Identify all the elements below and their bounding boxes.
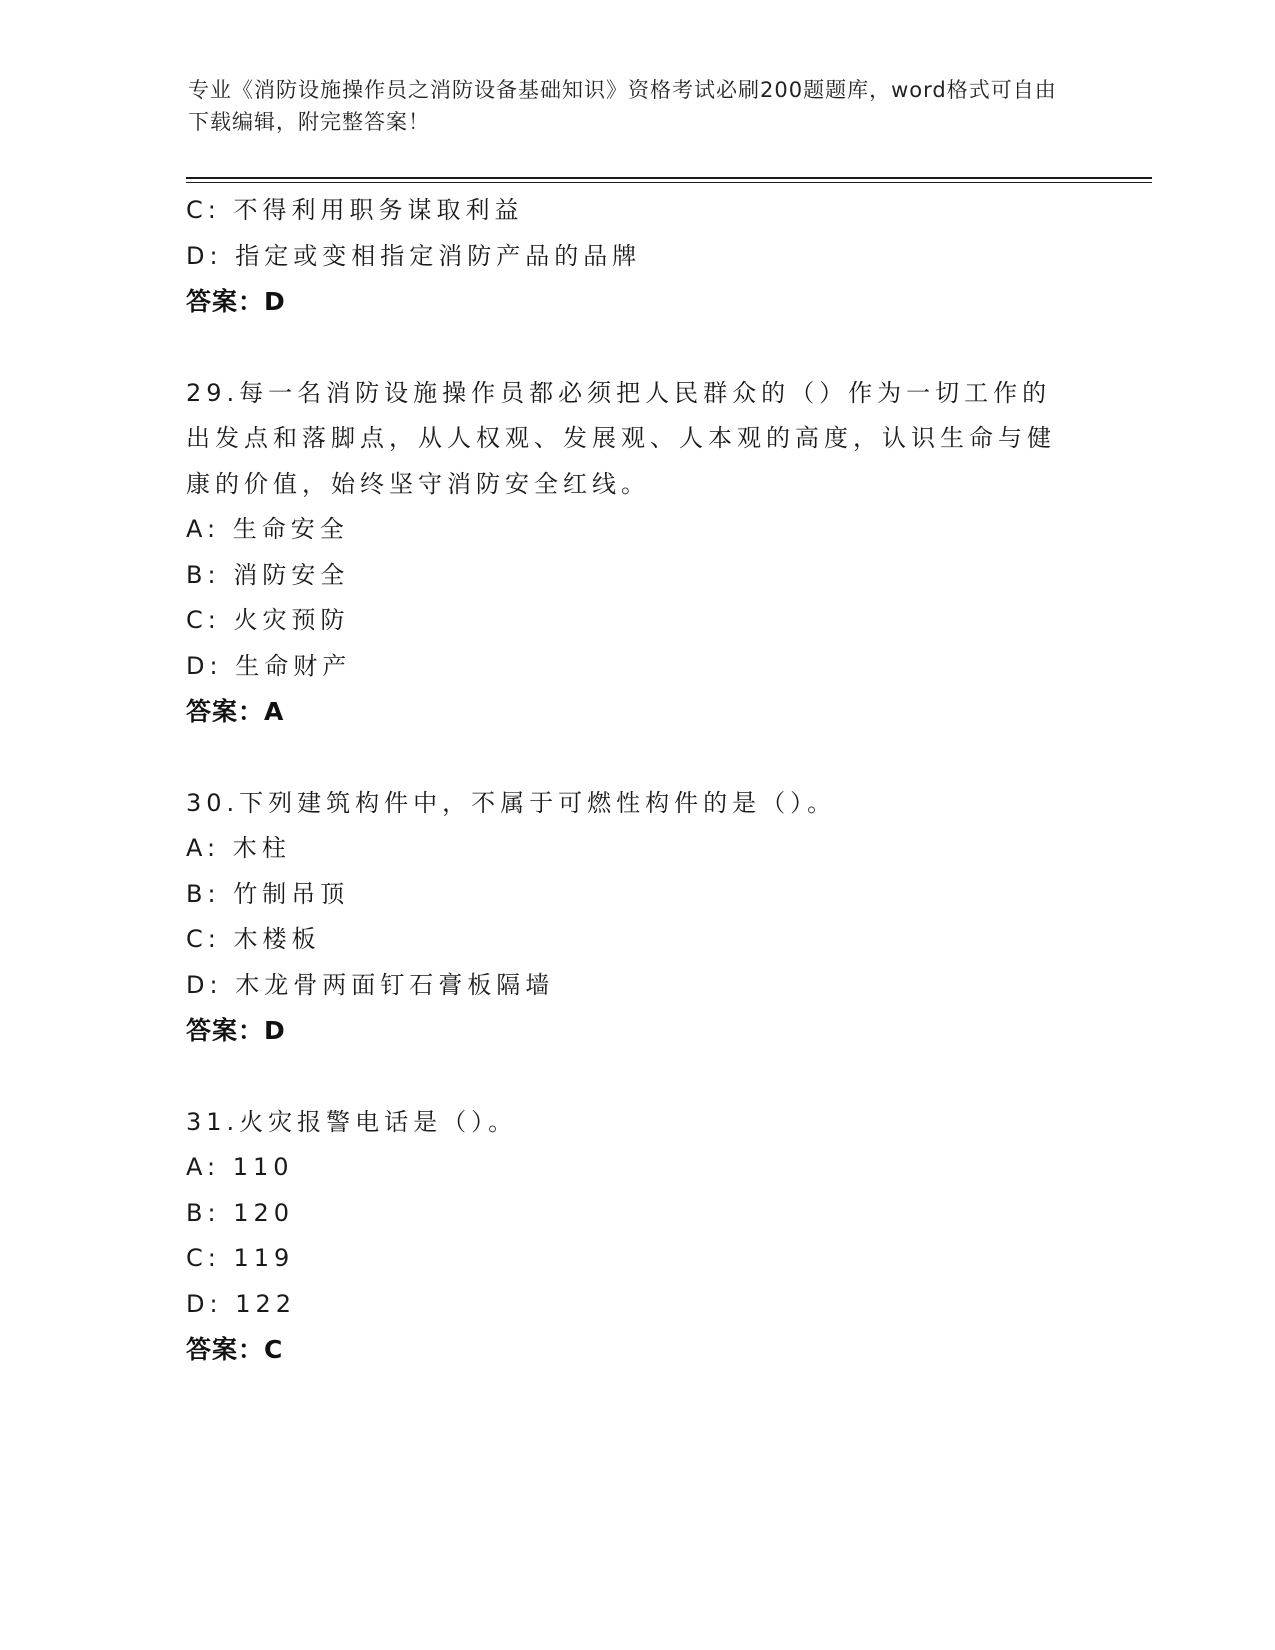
question-29 [186,371,1086,735]
header-rule-thin [186,182,1152,183]
option-d: D: 指定或变相指定消防产品的品牌 [186,241,642,270]
option-a: A: 木柱 [186,834,291,862]
option-a: A: 110 [186,1153,294,1181]
option-b: B: 消防安全 [186,560,350,589]
option-c: C: 119 [186,1244,295,1272]
option-b: B: 120 [186,1198,295,1227]
option-c: C: 木楼板 [186,925,321,953]
question-text: 29.每一名消防设施操作员都必须把人民群众的（）作为一切工作的出发点和落脚点，从人权观、发展观、人本观的高度，认识生命与健康的价值，始终坚守消防安全红线。 [186,378,1056,498]
answer-line: 答案：D [186,287,286,316]
answer-line: 答案：D [186,1016,286,1045]
option-c: C: 不得利用职务谋取利益 [186,196,524,224]
question-30 [186,781,1086,1054]
question-continuation [186,188,1086,325]
option-d: D: 木龙骨两面钉石膏板隔墙 [186,970,555,999]
option-d: D: 生命财产 [186,651,352,680]
question-body [186,188,1086,1373]
question-text: 31.火灾报警电话是（）。 [186,1107,518,1136]
question-31 [186,1100,1086,1373]
answer-line: 答案：C [186,1335,284,1364]
option-d: D: 122 [186,1289,297,1318]
option-b: B: 竹制吊顶 [186,879,350,908]
header-rule-thick [186,177,1152,179]
option-a: A: 生命安全 [186,515,349,543]
question-text: 30.下列建筑构件中，不属于可燃性构件的是（）。 [186,788,837,817]
option-c: C: 火灾预防 [186,606,350,634]
document-header: 专业《消防设施操作员之消防设备基础知识》资格考试必刷200题题库，word格式可自由下载编辑，附完整答案！ [188,78,1057,134]
answer-line: 答案：A [186,697,285,726]
